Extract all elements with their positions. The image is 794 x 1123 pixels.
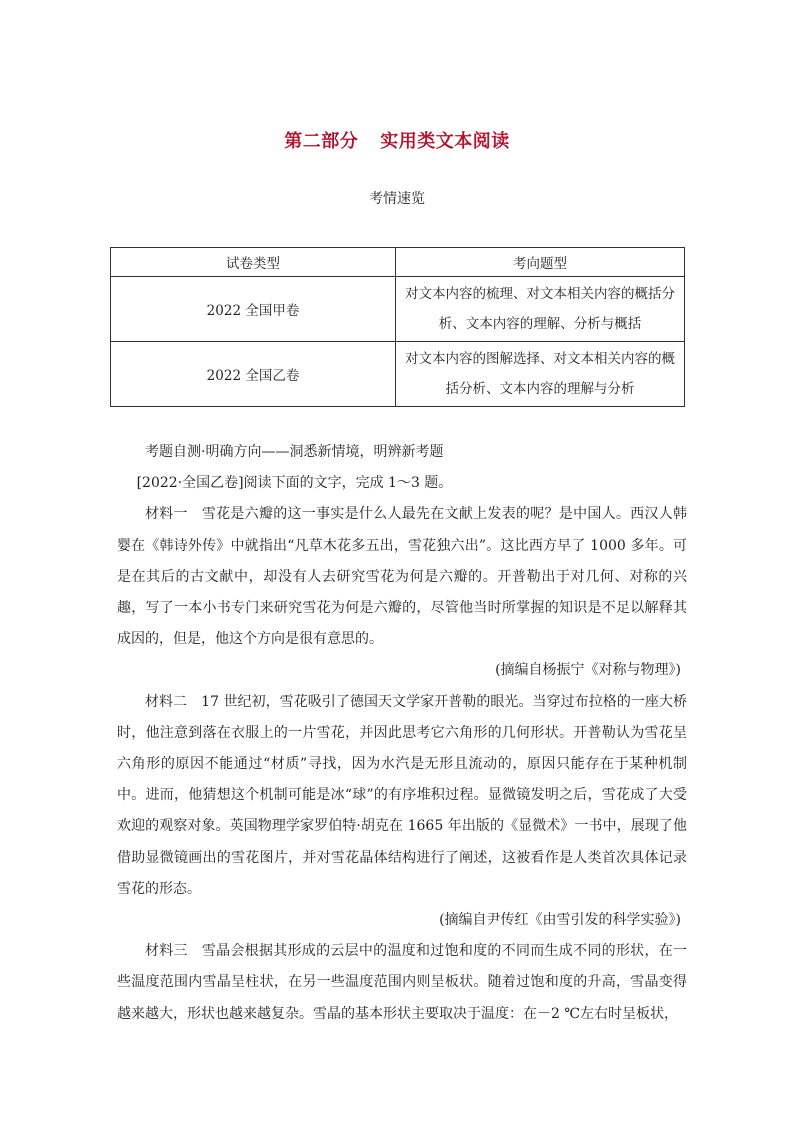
intro-line: 考题自测·明确方向——洞悉新情境，明辨新考题 bbox=[145, 444, 444, 460]
material-three bbox=[117, 936, 687, 1030]
material-label: 材料一 bbox=[145, 506, 188, 523]
reading-content bbox=[117, 437, 687, 1030]
table-cell-question-type bbox=[396, 277, 685, 342]
material-two bbox=[117, 687, 687, 905]
page-title bbox=[0, 127, 794, 153]
table-row bbox=[111, 342, 685, 407]
exam-overview-table bbox=[110, 247, 685, 407]
page-title-part: 第二部分 bbox=[284, 131, 359, 152]
table-header-paper: 试卷类型 bbox=[111, 248, 396, 277]
material-label: 材料三 bbox=[145, 943, 188, 960]
material-text: 雪花是六瓣的这一事实是什么人最先在文献上发表的呢？是中国人。西汉人韩婴在《韩诗外传》中就指出“凡草木花多五出，雪花独六出”。这比西方早了 1000 多年。可是在其后的古文献中，却没有人去研究雪花为何是六瓣的。开普勒出于对几何、对称的兴趣，写了一本小书专门来研究雪花为何是六瓣的，尽管他当时所掌握的知识是不足以解释其成因的，但是，他这个方向是很有意思的。 bbox=[117, 506, 688, 648]
page-title-subject: 实用类文本阅读 bbox=[380, 131, 510, 152]
material-text: 17 世纪初，雪花吸引了德国天文学家开普勒的眼光。当穿过布拉格的一座大桥时，他注意到落在衣服上的一片雪花，并因此思考它六角形的几何形状。开普勒认为雪花呈六角形的原因不能通过“材质”寻找，因为水汽是无形且流动的，原因只能存在于某种机制中。进而，他猜想这个机制可能是冰“球”的有序堆积过程。显微镜发明之后，雪花成了大受欢迎的观察对象。英国物理学家罗伯特·胡克在 1665 年出版的《显微术》一书中，展现了他借助显微镜画出的雪花图片，并对雪花晶体结构进行了阐述，这被看作是人类首次具体记录雪花的形态。 bbox=[117, 693, 688, 897]
cell-line: 括分析、文本内容的理解与分析 bbox=[445, 381, 635, 397]
material-text: 雪晶会根据其形成的云层中的温度和过饱和度的不同而生成不同的形状，在一些温度范围内雪晶呈柱状，在另一些温度范围内则呈板状。随着过饱和度的升高，雪晶变得越来越大，形状也越来越复杂。雪晶的基本形状主要取决于温度：在－2 ℃左右时呈板状， bbox=[117, 943, 688, 1022]
material-source: (摘编自尹传红《由雪引发的科学实验》) bbox=[439, 912, 681, 929]
table-cell-question-type bbox=[396, 342, 685, 407]
material-source: (摘编自杨振宁《对称与物理》) bbox=[495, 662, 681, 679]
section-subtitle: 考情速览 bbox=[369, 191, 425, 207]
cell-line: 对文本内容的图解选择、对文本相关内容的概 bbox=[405, 351, 675, 367]
instruction-line: [2022·全国乙卷]阅读下面的文字，完成 1～3 题。 bbox=[136, 475, 453, 492]
table-cell-paper: 2022 全国甲卷 bbox=[111, 277, 396, 342]
table-header-question-type: 考向题型 bbox=[396, 248, 685, 277]
table-cell-paper: 2022 全国乙卷 bbox=[111, 342, 396, 407]
cell-line: 对文本内容的梳理、对文本相关内容的概括分 bbox=[405, 286, 675, 302]
table-row bbox=[111, 277, 685, 342]
cell-line: 析、文本内容的理解、分析与概括 bbox=[438, 316, 642, 332]
material-one bbox=[117, 499, 687, 655]
table-header-row bbox=[111, 248, 685, 277]
material-label: 材料二 bbox=[145, 693, 188, 710]
